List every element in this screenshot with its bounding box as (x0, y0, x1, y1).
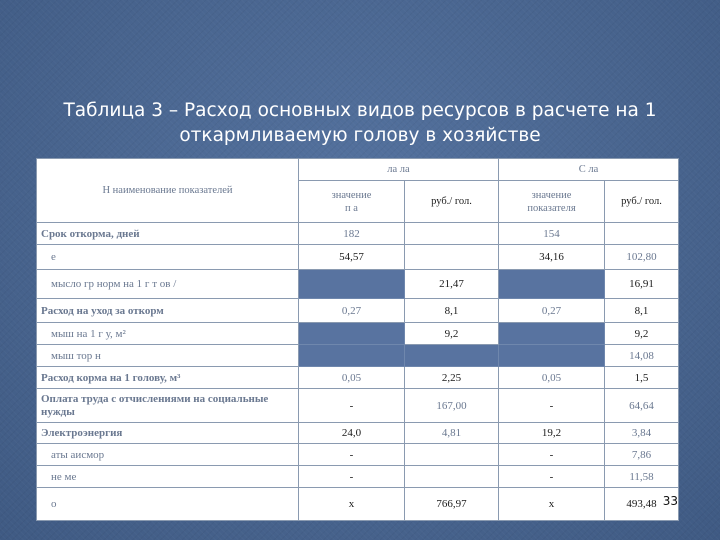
row-name: Срок откорма, дней (37, 223, 299, 245)
row-name: мысло гр норм на 1 г т ов / (37, 270, 299, 299)
row-value-1: - (299, 389, 405, 423)
table-row (37, 299, 679, 323)
row-value-1: - (299, 466, 405, 488)
row-value-1: 182 (299, 223, 405, 245)
row-value-2: 154 (499, 223, 605, 245)
row-name: не ме (37, 466, 299, 488)
header-g1-value: значение п а (299, 181, 405, 223)
table-row-total (37, 488, 679, 521)
row-cost-2: 102,80 (605, 245, 679, 270)
row-value-2: 19,2 (499, 423, 605, 444)
row-value-2 (499, 345, 605, 367)
row-value-2: 34,16 (499, 245, 605, 270)
header-group-2: С ла (499, 159, 679, 181)
row-value-2: - (499, 389, 605, 423)
row-cost-1: 766,97 (405, 488, 499, 521)
page-number: 33 (662, 494, 678, 508)
row-cost-1 (405, 245, 499, 270)
row-value-1 (299, 345, 405, 367)
row-name: е (37, 245, 299, 270)
row-value-2: 0,05 (499, 367, 605, 389)
row-cost-1 (405, 444, 499, 466)
resource-table (36, 158, 678, 520)
row-cost-1 (405, 466, 499, 488)
row-name: Расход на уход за откорм (37, 299, 299, 323)
row-value-2: - (499, 466, 605, 488)
row-name: Электроэнергия (37, 423, 299, 444)
header-indicator: Н наименование показателей (37, 159, 299, 223)
row-value-2: х (499, 488, 605, 521)
table-row (37, 466, 679, 488)
row-value-1: 54,57 (299, 245, 405, 270)
row-cost-2: 64,64 (605, 389, 679, 423)
table-row (37, 270, 679, 299)
row-cost-2: 1,5 (605, 367, 679, 389)
row-cost-1: 8,1 (405, 299, 499, 323)
row-cost-1: 21,47 (405, 270, 499, 299)
row-value-1: 0,27 (299, 299, 405, 323)
row-cost-2: 11,58 (605, 466, 679, 488)
row-cost-2: 9,2 (605, 323, 679, 345)
row-value-2: - (499, 444, 605, 466)
row-cost-1: 2,25 (405, 367, 499, 389)
row-name: аты аисмор (37, 444, 299, 466)
row-cost-1: 167,00 (405, 389, 499, 423)
row-cost-2: 8,1 (605, 299, 679, 323)
row-value-2 (499, 323, 605, 345)
row-value-1: 0,05 (299, 367, 405, 389)
table-row (37, 323, 679, 345)
header-g1-cost: руб./ гол. (405, 181, 499, 223)
row-name: Расход корма на 1 голову, м³ (37, 367, 299, 389)
row-name: Оплата труда с отчислениями на социальные нужды (37, 389, 299, 423)
table-row (37, 223, 679, 245)
row-value-1: - (299, 444, 405, 466)
row-cost-2: 14,08 (605, 345, 679, 367)
row-cost-2 (605, 223, 679, 245)
table-row (37, 389, 679, 423)
slide-title (20, 98, 700, 148)
header-g2-value: значение показателя (499, 181, 605, 223)
table-row (37, 423, 679, 444)
header-group-1: ла ла (299, 159, 499, 181)
table-row (37, 245, 679, 270)
row-name: о (37, 488, 299, 521)
table-row (37, 345, 679, 367)
row-cost-1: 4,81 (405, 423, 499, 444)
row-value-1 (299, 323, 405, 345)
row-cost-2: 493,48 (605, 488, 679, 521)
row-cost-2: 7,86 (605, 444, 679, 466)
row-cost-2: 3,84 (605, 423, 679, 444)
row-cost-2: 16,91 (605, 270, 679, 299)
row-value-1: х (299, 488, 405, 521)
table-row (37, 444, 679, 466)
title-line-1: Таблица 3 – Расход основных видов ресурсов в расчете на 1 (63, 100, 657, 121)
title-line-2: откармливаемую голову в хозяйстве (179, 125, 541, 146)
row-cost-1: 9,2 (405, 323, 499, 345)
row-name: мыш на 1 г у, м² (37, 323, 299, 345)
row-value-2 (499, 270, 605, 299)
row-cost-1 (405, 345, 499, 367)
header-g2-cost: руб./ гол. (605, 181, 679, 223)
row-value-1: 24,0 (299, 423, 405, 444)
row-cost-1 (405, 223, 499, 245)
row-value-2: 0,27 (499, 299, 605, 323)
table-row (37, 367, 679, 389)
row-name: мыш тор н (37, 345, 299, 367)
table-header-row (37, 159, 679, 181)
row-value-1 (299, 270, 405, 299)
